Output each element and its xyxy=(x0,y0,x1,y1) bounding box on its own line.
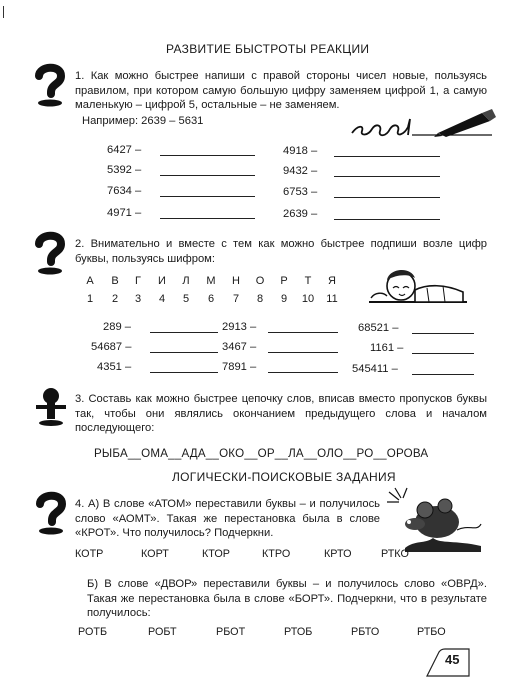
answer-line[interactable] xyxy=(160,218,255,219)
cipher-letter: Г xyxy=(135,275,141,287)
task1-left-item: 7634 – xyxy=(107,185,142,197)
cipher-letter: О xyxy=(255,275,265,287)
answer-option[interactable]: РТБО xyxy=(417,626,446,638)
answer-line[interactable] xyxy=(412,333,474,334)
task1-right-item: 2639 – xyxy=(283,208,318,220)
answer-line[interactable] xyxy=(268,332,338,333)
keyhole-icon xyxy=(34,385,68,427)
sleeping-child-icon xyxy=(363,262,473,310)
task4a-text: 4. А) В слове «АТОМ» переставили буквы – и получилось слово «АОМТ». Такая же перестановка была в слове «КРОТ». Что получилось? Подчеркни. xyxy=(75,498,380,539)
question-mark-icon xyxy=(31,230,69,276)
answer-line[interactable] xyxy=(160,196,255,197)
task2-item: 3467 – xyxy=(222,341,257,353)
answer-line[interactable] xyxy=(334,156,440,157)
cipher-digit: 7 xyxy=(232,293,240,305)
task2-item: 7891 – xyxy=(222,361,257,373)
answer-option[interactable]: КТРО xyxy=(262,548,291,560)
task2-item: 54687 – xyxy=(91,341,132,353)
task2-item: 545411 – xyxy=(352,363,398,375)
cipher-digit: 1 xyxy=(86,293,94,305)
answer-line[interactable] xyxy=(412,353,474,354)
cipher-letter: М xyxy=(206,275,216,287)
task2-item: 2913 – xyxy=(222,321,257,333)
answer-line[interactable] xyxy=(160,175,255,176)
answer-option[interactable]: РТОБ xyxy=(284,626,313,638)
cipher-letter: Т xyxy=(304,275,312,287)
page-number: 45 xyxy=(445,652,460,667)
task3-word-chain: РЫБА__ОМА__АДА__ОКО__ОР__ЛА__ОЛО__РО__ОРОВА xyxy=(94,447,429,460)
task1-left-item: 6427 – xyxy=(107,144,142,156)
cipher-letter: Я xyxy=(328,275,336,287)
task2-text: 2. Внимательно и вместе с тем как можно быстрее подпиши возле цифр буквы, пользуясь шифром: xyxy=(75,238,487,265)
cipher-digit: 8 xyxy=(256,293,264,305)
mouse-on-grass-icon xyxy=(385,484,485,554)
section-title-logic: ЛОГИЧЕСКИ-ПОИСКОВЫЕ ЗАДАНИЯ xyxy=(172,470,396,484)
task1-right-item: 6753 – xyxy=(283,186,318,198)
answer-option[interactable]: РОТБ xyxy=(78,626,108,638)
question-mark-icon xyxy=(31,62,69,108)
answer-option[interactable]: КОТР xyxy=(75,548,104,560)
answer-option[interactable]: РБОТ xyxy=(216,626,246,638)
cipher-letter: В xyxy=(111,275,119,287)
question-mark-icon xyxy=(32,490,70,536)
cipher-letter: Н xyxy=(232,275,240,287)
task1-text: 1. Как можно быстрее напиши с правой стороны чисел новые, пользуясь правилом, при котором самую большую цифру заменяем цифрой 1, а самую маленькую – цифрой 5, остальные – не заменяем. xyxy=(75,70,487,111)
cipher-letter: Л xyxy=(182,275,190,287)
task2-item: 1161 – xyxy=(370,342,404,354)
answer-line[interactable] xyxy=(412,374,474,375)
cipher-digit: 4 xyxy=(158,293,166,305)
pen-writing-icon xyxy=(350,109,500,141)
cipher-letter: И xyxy=(158,275,166,287)
section-title-reaction: РАЗВИТИЕ БЫСТРОТЫ РЕАКЦИИ xyxy=(166,42,370,56)
answer-line[interactable] xyxy=(150,332,218,333)
task1-left-item: 5392 – xyxy=(107,164,142,176)
task1-left-item: 4971 – xyxy=(107,207,142,219)
cipher-letter: Р xyxy=(280,275,288,287)
margin-mark xyxy=(3,6,4,18)
answer-line[interactable] xyxy=(268,372,338,373)
answer-option[interactable]: КТОР xyxy=(202,548,230,560)
answer-line[interactable] xyxy=(150,352,218,353)
answer-option[interactable]: КОРТ xyxy=(141,548,169,560)
answer-option[interactable]: РОБТ xyxy=(148,626,177,638)
answer-line[interactable] xyxy=(334,197,440,198)
task1-right-item: 4918 – xyxy=(283,145,318,157)
task1-right-item: 9432 – xyxy=(283,165,318,177)
cipher-digit: 5 xyxy=(182,293,190,305)
answer-line[interactable] xyxy=(334,176,440,177)
answer-line[interactable] xyxy=(334,219,440,220)
cipher-digit: 6 xyxy=(207,293,215,305)
task4b-text: Б) В слове «ДВОР» переставили буквы – и получилось слово «ОВРД». Такая же перестановка была в слове «БОРТ». Подчеркни, что в результате получилось: xyxy=(87,578,487,619)
task1-example: Например: 2639 – 5631 xyxy=(82,115,204,127)
cipher-digit: 11 xyxy=(326,293,338,305)
cipher-digit: 10 xyxy=(301,293,315,305)
cipher-digit: 2 xyxy=(111,293,119,305)
cipher-digit: 3 xyxy=(134,293,142,305)
answer-option[interactable]: РТКО xyxy=(381,548,409,560)
cipher-digit: 9 xyxy=(280,293,288,305)
answer-option[interactable]: РБТО xyxy=(351,626,380,638)
answer-line[interactable] xyxy=(150,372,218,373)
answer-line[interactable] xyxy=(160,155,255,156)
task2-item: 4351 – xyxy=(97,361,132,373)
answer-line[interactable] xyxy=(268,352,338,353)
cipher-letter: А xyxy=(86,275,94,287)
task2-item: 68521 – xyxy=(358,322,399,334)
task3-text: 3. Составь как можно быстрее цепочку слов, вписав вместо пропусков буквы так, чтобы они являлись окончанием предыдущего слова и началом последующего: xyxy=(75,393,487,434)
answer-option[interactable]: КРТО xyxy=(324,548,352,560)
task2-item: 289 – xyxy=(103,321,131,333)
